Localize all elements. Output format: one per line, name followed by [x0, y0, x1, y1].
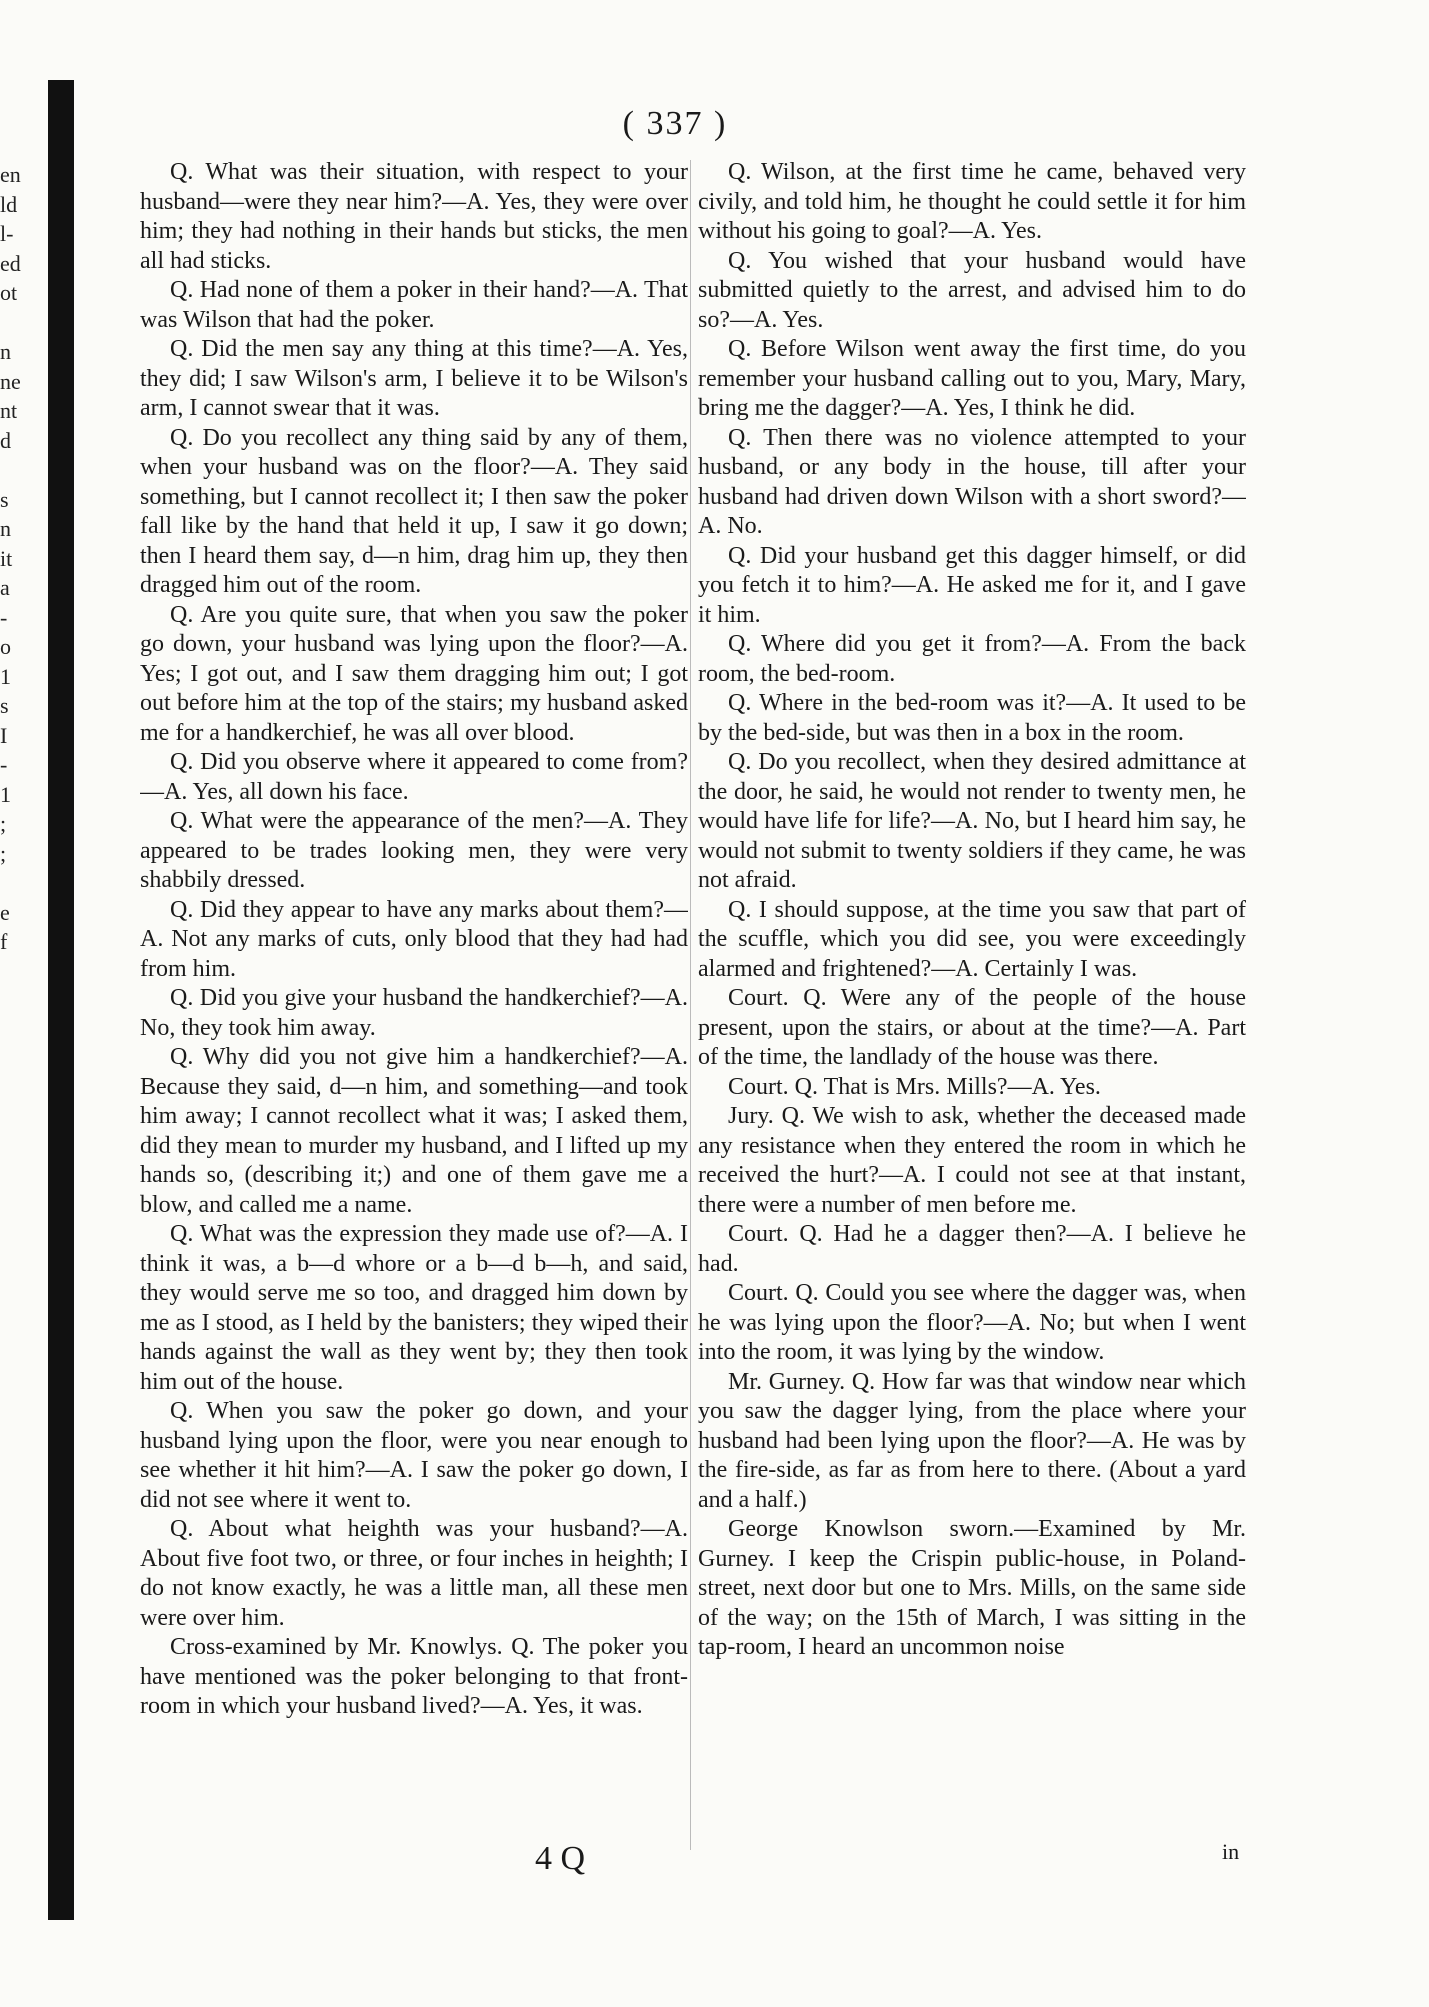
gutter-fragment: l- [0, 221, 14, 246]
gutter-fragment [0, 308, 40, 338]
gutter-fragment: 1 [0, 781, 11, 807]
catchword: in [1222, 1839, 1240, 1864]
testimony-paragraph: Court. Q. Could you see where the dagger was, when he was lying upon the floor?—A. No; but when I went into the room, it was lying by the window. [698, 1280, 1246, 1365]
binding-edge [48, 80, 74, 1920]
left-column [140, 158, 688, 1858]
testimony-paragraph: Court. Q. Had he a dagger then?—A. I believe he had. [698, 1221, 1246, 1277]
testimony-paragraph: Mr. Gurney. Q. How far was that window near which you saw the dagger lying, from the place where your husband had been lying upon the floor?—A. He was by the fire-side, as far as from here to there. (About a yard and a half.) [698, 1368, 1246, 1513]
gutter-fragment: nt [0, 398, 18, 423]
testimony-paragraph: Q. Before Wilson went away the first time, do you remember your husband calling out to you, Mary, Mary, bring me the dagger?—A. Yes, I think he did. [698, 336, 1246, 421]
gutter-fragment: - [0, 604, 8, 630]
testimony-paragraph: Q. Why did you not give him a handkerchief?—A. Because they said, d—n him, and something—and took him away; I cannot recollect what it was; I asked them, did they mean to murder my husband, and I lifted up my hands so, (describing it;) and one of them gave me a blow, and called me a name. [140, 1044, 688, 1218]
testimony-paragraph: Q. Did you observe where it appeared to come from?—A. Yes, all down his face. [140, 749, 688, 805]
testimony-paragraph: Q. What was their situation, with respect to your husband—were they near him?—A. Yes, they were over him; they had nothing in their hands but sticks, the men all had sticks. [140, 159, 688, 274]
gutter-fragment [0, 868, 40, 898]
testimony-paragraph: Q. You wished that your husband would have submitted quietly to the arrest, and advised him to do so?—A. Yes. [698, 247, 1246, 333]
testimony-paragraph: Q. Do you recollect, when they desired admittance at the door, he said, he would not render to twenty men, he would have life for life?—A. No, but I heard him say, he would not submit to twenty soldiers if they came, he was not afraid. [698, 749, 1246, 893]
testimony-paragraph: Q. Did they appear to have any marks about them?—A. Not any marks of cuts, only blood that they had had from him. [140, 896, 688, 982]
gutter-fragment: s [0, 693, 9, 718]
gutter-fragment: ne [0, 368, 21, 394]
testimony-paragraph: Q. Then there was no violence attempted to your husband, or any body in the house, till after your husband had driven down Wilson with a short sword?—A. No. [698, 424, 1246, 539]
testimony-paragraph: Q. I should suppose, at the time you saw that part of the scuffle, which you did see, you were exceedingly alarmed and frightened?—A. Certainly I was. [698, 896, 1246, 982]
gutter-fragment: - [0, 752, 8, 777]
gutter-fragment: a [0, 575, 10, 600]
testimony-paragraph: Cross-examined by Mr. Knowlys. Q. The poker you have mentioned was the poker belonging to that front-room in which your husband lived?—A. Yes, it was. [140, 1634, 688, 1719]
gutter-fragment: o [0, 634, 11, 659]
right-column [698, 158, 1246, 1858]
gutter-fragment: 1 [0, 663, 11, 689]
gutter-fragment: f [0, 929, 8, 954]
gutter-fragment: I [0, 722, 8, 748]
gutter-fragment: en [0, 162, 21, 187]
testimony-paragraph: Q. Did your husband get this dagger himself, or did you fetch it to him?—A. He asked me for it, and I gave it him. [698, 542, 1246, 628]
adjacent-page-gutter [0, 160, 40, 957]
testimony-paragraph: Q. When you saw the poker go down, and your husband lying upon the floor, were you near enough to see whether it hit him?—A. I saw the poker go down, I did not see where it went to. [140, 1398, 688, 1513]
gutter-fragment: ot [0, 280, 18, 305]
gutter-fragment: ld [0, 191, 18, 217]
testimony-paragraph: George Knowlson sworn.—Examined by Mr. Gurney. I keep the Crispin public-house, in Poland-street, next door but one to Mrs. Mills, on the same side of the way; on the 15th of March, I was sitting in the tap-room, I heard an uncommon noise [698, 1516, 1246, 1660]
gutter-fragment: s [0, 486, 9, 512]
gutter-fragment: e [0, 899, 10, 925]
gutter-fragment: d [0, 427, 11, 453]
gutter-fragment [0, 455, 40, 485]
testimony-paragraph: Q. Are you quite sure, that when you saw the poker go down, your husband was lying upon the floor?—A. Yes; I got out, and I saw them dragging him out; I got out before him at the top of the stairs; my husband asked me for a handkerchief, he was all over blood. [140, 601, 688, 746]
gutter-fragment: ; [0, 811, 7, 836]
testimony-paragraph: Q. Where did you get it from?—A. From the back room, the bed-room. [698, 631, 1246, 687]
testimony-paragraph: Court. Q. Were any of the people of the house present, upon the stairs, or about at the time?—A. Part of the time, the landlady of the house was there. [698, 985, 1246, 1070]
testimony-paragraph: Q. Where in the bed-room was it?—A. It used to be by the bed-side, but was then in a box in the room. [698, 690, 1246, 746]
testimony-paragraph: Q. What was the expression they made use of?—A. I think it was, a b—d whore or a b—d b—h, and said, they would serve me so too, and dragged him down by me as I stood, as I held by the banisters; they wiped their hands against the wall as they went by; they then took him out of the house. [140, 1221, 688, 1395]
testimony-paragraph: Q. Had none of them a poker in their hand?—A. That was Wilson that had the poker. [140, 277, 688, 333]
testimony-paragraph: Q. Did the men say any thing at this time?—A. Yes, they did; I saw Wilson's arm, I believe it to be Wilson's arm, I cannot swear that it was. [140, 336, 688, 421]
testimony-paragraph: Q. Do you recollect any thing said by any of them, when your husband was on the floor?—A. They said something, but I cannot recollect it; I then saw the poker fall like by the hand that held it up, I saw it go down; then I heard them say, d—n him, drag him up, they then dragged him out of the room. [140, 424, 688, 598]
gutter-fragment: it [0, 545, 13, 571]
gutter-fragment: n [0, 516, 11, 541]
testimony-paragraph: Q. What were the appearance of the men?—A. They appeared to be trades looking men, they were very shabbily dressed. [140, 808, 688, 893]
column-divider [690, 160, 691, 1850]
gutter-fragment: ed [0, 250, 21, 276]
testimony-paragraph: Jury. Q. We wish to ask, whether the deceased made any resistance when they entered the room in which he received the hurt?—A. I could not see at that instant, there were a number of men before me. [698, 1103, 1246, 1218]
page-number: ( 337 ) [622, 105, 728, 142]
testimony-paragraph: Q. Wilson, at the first time he came, behaved very civily, and told him, he thought he could settle it for him without his going to goal?—A. Yes. [698, 159, 1246, 244]
testimony-paragraph: Q. About what heighth was your husband?—A. About five foot two, or three, or four inches in heighth; I do not know exactly, he was a little man, all these men were over him. [140, 1516, 688, 1631]
testimony-paragraph: Q. Did you give your husband the handkerchief?—A. No, they took him away. [140, 985, 688, 1041]
gutter-fragment: ; [0, 840, 7, 866]
signature-mark: 4 Q [534, 1840, 586, 1877]
gutter-fragment: n [0, 339, 11, 364]
testimony-paragraph: Court. Q. That is Mrs. Mills?—A. Yes. [728, 1073, 1101, 1100]
